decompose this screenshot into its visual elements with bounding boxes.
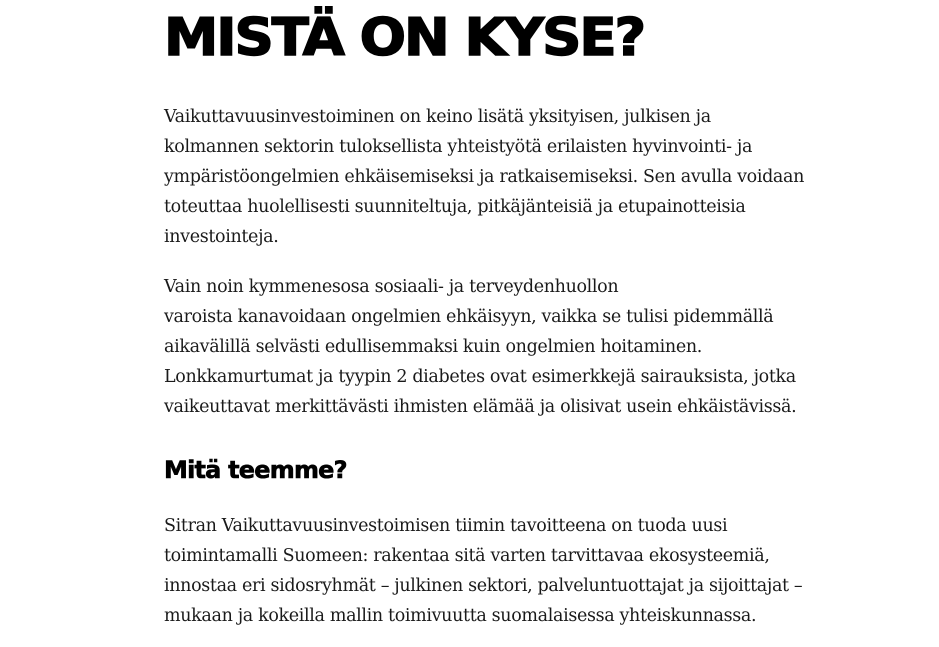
paragraph-line: kolmannen sektorin tuloksellista yhteistyötä erilaisten hyvinvointi- ja [164,137,753,157]
paragraph-line: aikavälillä selvästi edullisemmaksi kuin ongelmien hoitaminen. [164,337,702,357]
section-heading: Mitä teemme? [164,456,347,484]
paragraph-line: mukaan ja kokeilla mallin toimivuutta suomalaisessa yhteiskunnassa. [164,606,757,626]
paragraph-line: vaikeuttavat merkittävästi ihmisten elämää ja olisivat usein ehkäistävissä. [164,397,797,417]
intro-paragraph [164,102,844,252]
paragraph-line: investointeja. [164,227,279,247]
paragraph-line: Vaikuttavuusinvestoiminen on keino lisätä yksityisen, julkisen ja [164,107,711,127]
paragraph-line: innostaa eri sidosryhmät – julkinen sektori, palveluntuottajat ja sijoittajat – [164,576,803,596]
paragraph-line: Vain noin kymmenesosa sosiaali- ja terveydenhuollon [164,277,619,297]
paragraph-line: Sitran Vaikuttavuusinvestoimisen tiimin tavoitteena on tuoda uusi [164,516,728,536]
paragraph-line: Lonkkamurtumat ja tyypin 2 diabetes ovat esimerkkejä sairauksista, jotka [164,367,796,387]
paragraph-line: toimintamalli Suomeen: rakentaa sitä varten tarvittavaa ekosysteemiä, [164,546,770,566]
paragraph-line: varoista kanavoidaan ongelmien ehkäisyyn, vaikka se tulisi pidemmällä [164,307,774,327]
team-goal-paragraph [164,511,844,631]
paragraph-line: toteuttaa huolellisesti suunniteltuja, pitkäjänteisiä ja etupainotteisia [164,197,746,217]
paragraph-line: ympäristöongelmien ehkäisemiseksi ja ratkaisemiseksi. Sen avulla voidaan [164,167,805,187]
page-title: MISTÄ ON KYSE? [164,8,645,68]
prevention-paragraph [164,272,844,422]
